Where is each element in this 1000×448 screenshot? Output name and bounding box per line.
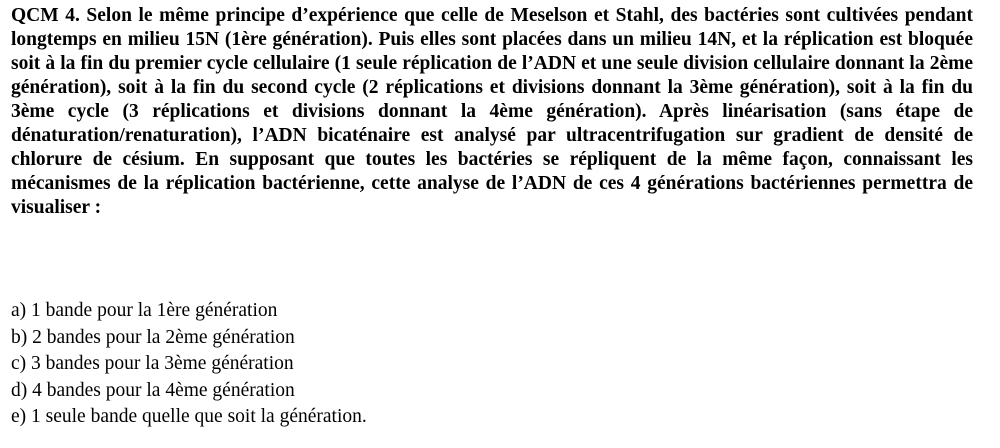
option-b: b) 2 bandes pour la 2ème génération bbox=[11, 326, 295, 348]
qcm-document bbox=[11, 4, 973, 427]
question-text: QCM 4. Selon le même principe d’expérience que celle de Meselson et Stahl, des bactéries sont cultivées pendant longtemps en milieu 15N (1ère génération). Puis elles sont placées dans un milieu 14N, et la réplication est bloquée soit à la fin du premier cycle cellulaire (1 seule réplication de l’ADN et une seule division cellulaire donnant la 2ème génération), soit à la fin du second cycle (2 réplications et divisions donnant la 3ème génération), soit à la fin du 3ème cycle (3 réplications et divisions donnant la 4ème génération). Après linéarisation (sans étape de dénaturation/renaturation), l’ADN bicaténaire est analysé par ultracentrifugation sur gradient de densité de chlorure de césium. En supposant que toutes les bactéries se répliquent de la même façon, connaissant les mécanismes de la réplication bactérienne, cette analyse de l’ADN de ces 4 générations bactériennes permettra de visualiser : bbox=[11, 5, 973, 218]
option-c: c) 3 bandes pour la 3ème génération bbox=[11, 353, 294, 374]
option-d: d) 4 bandes pour la 4ème génération bbox=[11, 379, 295, 401]
answer-options bbox=[11, 298, 367, 431]
option-e: e) 1 seule bande quelle que soit la génération. bbox=[11, 406, 367, 427]
option-a: a) 1 bande pour la 1ère génération bbox=[11, 300, 278, 321]
